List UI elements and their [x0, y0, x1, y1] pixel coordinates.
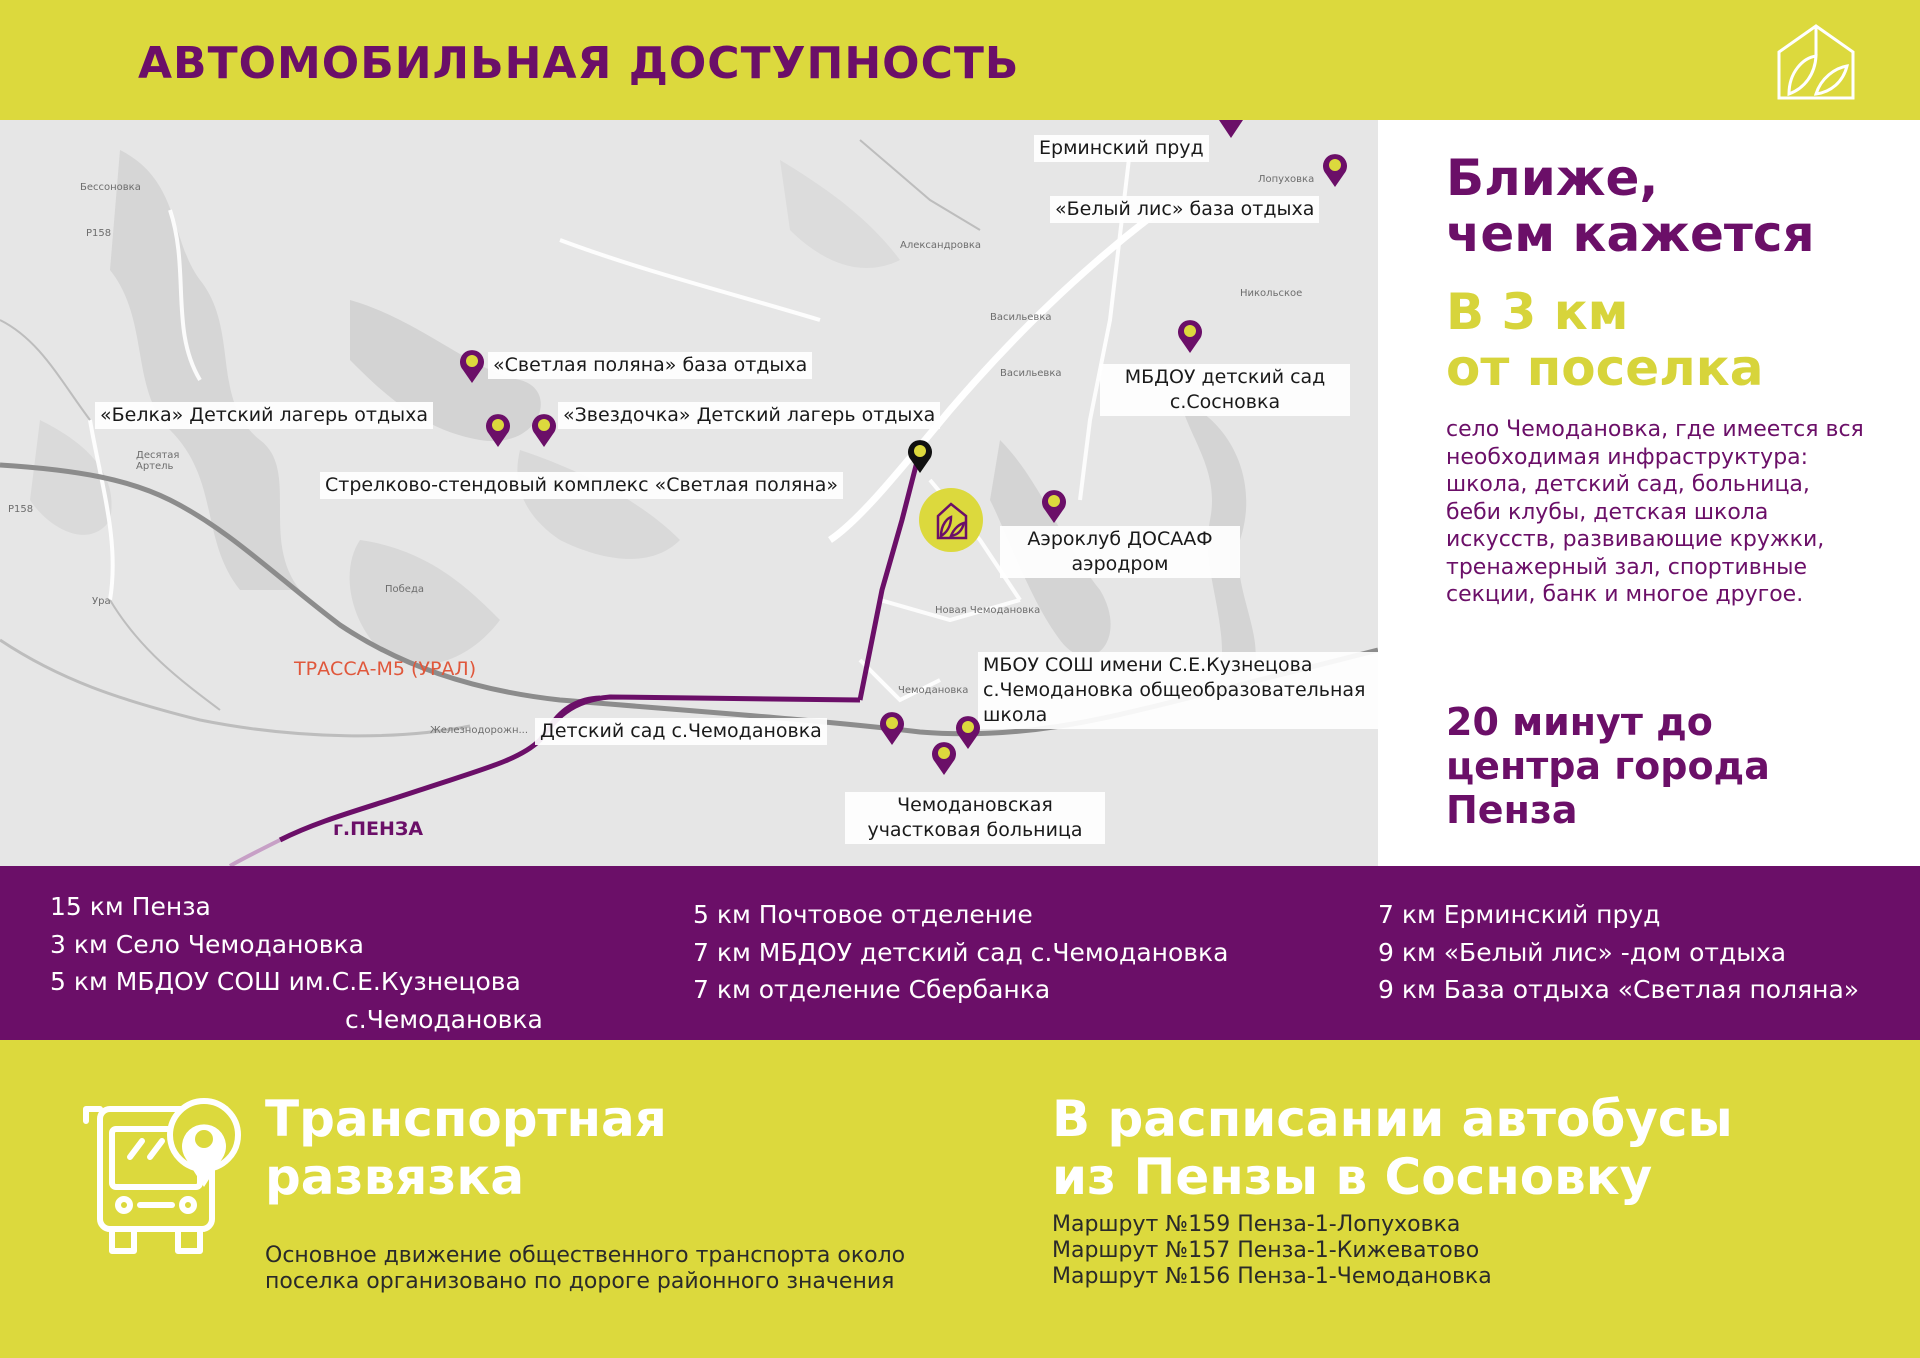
transport-heading	[265, 1090, 667, 1206]
map-pin-icon[interactable]	[1040, 488, 1068, 524]
road-number-label: Р158	[8, 504, 34, 515]
house-leaf-logo-icon	[1775, 22, 1857, 102]
buses-heading-line: В расписании автобусы	[1052, 1090, 1733, 1148]
map-pin-icon[interactable]	[906, 438, 934, 474]
transport-heading-line: Транспортная	[265, 1090, 667, 1148]
panel-heading	[1446, 150, 1906, 262]
map-pin-icon[interactable]	[484, 412, 512, 448]
page-title: АВТОМОБИЛЬНАЯ ДОСТУПНОСТЬ	[138, 38, 1020, 89]
map-pin-icon[interactable]	[1321, 152, 1349, 188]
distances-column	[50, 888, 543, 1038]
bus-route-item: Маршрут №159 Пенза-1-Лопуховка	[1052, 1212, 1461, 1237]
town-label: Чемодановка	[898, 685, 969, 696]
poi-label-bolnitsa: Чемодановская участковая больница	[845, 792, 1105, 844]
panel-time-line: 20 минут до	[1446, 700, 1713, 744]
panel-subheading-line: от поселка	[1446, 339, 1764, 397]
bus-route-item: Маршрут №157 Пенза-1-Кижеватово	[1052, 1238, 1480, 1263]
town-label: Железнодорожн...	[430, 725, 529, 736]
distance-item: 5 км Почтовое отделение	[693, 900, 1033, 929]
distances-column	[693, 896, 1228, 1009]
bus-route-item: Маршрут №156 Пенза-1-Чемодановка	[1052, 1264, 1492, 1289]
distance-item: 9 км «Белый лис» -дом отдыха	[1378, 937, 1787, 967]
poi-label-mbdou-sosnovka: МБДОУ детский сад с.Сосновка	[1100, 364, 1350, 416]
pond-icon[interactable]	[1209, 120, 1253, 140]
poi-label-zvezdochka: «Звездочка» Детский лагерь отдыха	[558, 402, 940, 429]
town-label: Новая Чемодановка	[935, 605, 1041, 616]
map-pin-icon[interactable]	[930, 740, 958, 776]
town-label: Победа	[385, 584, 424, 595]
map-pin-icon[interactable]	[530, 412, 558, 448]
distance-item: 3 км Село Чемодановка	[50, 929, 364, 959]
town-label: Александровка	[900, 240, 982, 251]
poi-label-mbou: МБОУ СОШ имени С.Е.Кузнецова с.Чемодановка общеобразовательная школа	[978, 652, 1378, 729]
panel-time-line: центра города	[1446, 744, 1770, 788]
town-label: Бессоновка	[80, 182, 141, 193]
distance-item: с.Чемодановка	[345, 1004, 543, 1034]
distance-item: 7 км отделение Сбербанка	[693, 975, 1051, 1004]
buses-heading-line: из Пензы в Сосновку	[1052, 1148, 1653, 1206]
distance-item: 7 км Ерминский пруд	[1378, 900, 1661, 929]
bus-routes-list	[1052, 1212, 1492, 1290]
map-pin-icon[interactable]	[458, 348, 486, 384]
transport-body-line: Основное движение общественного транспорта около	[265, 1243, 906, 1268]
town-label: Васильевка	[990, 312, 1052, 323]
map-pin-icon[interactable]	[1176, 318, 1204, 354]
poi-label-svetlaya: «Светлая поляна» база отдыха	[488, 352, 812, 379]
panel-time-heading	[1446, 700, 1886, 832]
panel-heading-line: Ближе,	[1446, 149, 1659, 207]
panel-subheading-line: В 3 км	[1446, 283, 1629, 341]
town-label: Васильевка	[1000, 368, 1062, 379]
buses-heading	[1052, 1090, 1733, 1206]
highway-label: ТРАССА-М5 (УРАЛ)	[294, 658, 477, 680]
map-pin-icon[interactable]	[878, 710, 906, 746]
bus-location-icon	[78, 1095, 248, 1265]
distance-item: 7 км МБДОУ детский сад с.Чемодановка	[693, 937, 1229, 967]
city-label: г.ПЕНЗА	[333, 818, 424, 840]
header	[0, 0, 1920, 120]
town-label: Никольское	[1240, 288, 1303, 299]
info-panel	[1378, 120, 1920, 866]
transport-heading-line: развязка	[265, 1148, 525, 1206]
poi-label-belka: «Белка» Детский лагерь отдыха	[95, 402, 433, 429]
panel-body-text: село Чемодановка, где имеется вся необходимая инфраструктура: школа, детский сад, больница, беби клубы, детская школа искусств, развивающие кружки, тренажерный зал, спортивные секции, банк и многое другое.	[1446, 417, 1864, 607]
poi-label-aeroklub: Аэроклуб ДОСААФ аэродром	[1000, 526, 1240, 578]
map[interactable]	[0, 120, 1378, 866]
distance-item: 15 км Пенза	[50, 892, 211, 921]
distances-band	[0, 866, 1920, 1040]
poi-label-strelkovo: Стрелково-стендовый комплекс «Светлая поляна»	[320, 472, 843, 499]
distance-item: 9 км База отдыха «Светлая поляна»	[1378, 975, 1860, 1004]
distance-item: 5 км МБДОУ СОШ им.С.Е.Кузнецова	[50, 967, 521, 996]
panel-time-line: Пенза	[1446, 788, 1578, 832]
map-pin-icon[interactable]	[954, 714, 982, 750]
poi-label-belyi-lis: «Белый лис» база отдыха	[1050, 196, 1319, 223]
transport-body-text	[265, 1243, 905, 1295]
poi-label-detsad: Детский сад с.Чемодановка	[535, 718, 827, 745]
road-number-label: Р158	[86, 228, 112, 239]
panel-heading-line: чем кажется	[1446, 205, 1815, 263]
town-label: Лопуховка	[1258, 174, 1315, 185]
river-label: Ура	[92, 596, 111, 607]
town-label: Десятая Артель	[136, 450, 180, 472]
transport-body-line: поселка организовано по дороге районного значения	[265, 1269, 895, 1294]
poi-label-erminsky: Ерминский пруд	[1034, 135, 1209, 162]
distances-column	[1378, 896, 1859, 1009]
panel-subheading	[1446, 284, 1906, 396]
